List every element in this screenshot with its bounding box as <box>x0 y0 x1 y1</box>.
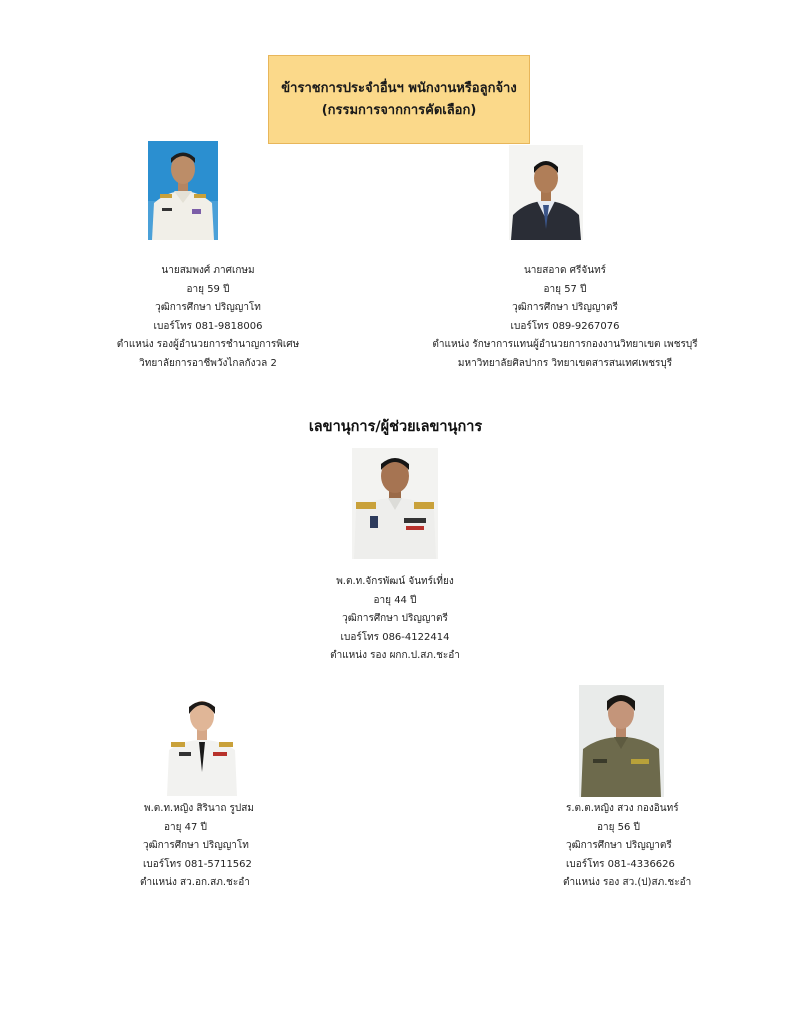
person-5-phone: เบอร์โทร 081-4336626 <box>566 858 675 870</box>
photo-person-2 <box>509 145 583 240</box>
title-line-2: (กรรมการจากการคัดเลือก) <box>321 102 477 118</box>
title-line-1: ข้าราชการประจำอื่นฯ พนักงานหรือลูกจ้าง <box>281 80 517 96</box>
person-4-info <box>140 800 320 893</box>
person-3-position: ตำแหน่ง รอง ผกก.ป.สภ.ชะอำ <box>330 650 460 661</box>
person-3-info <box>290 573 500 666</box>
person-4-position: ตำแหน่ง สว.อก.สภ.ชะอำ <box>140 877 250 888</box>
person-1-position: ตำแหน่ง รองผู้อำนวยการชำนาญการพิเศษ <box>116 339 300 350</box>
person-5-age: อายุ 56 ปี <box>597 821 640 833</box>
person-1-info <box>83 262 333 373</box>
person-1-education: วุฒิการศึกษา ปริญญาโท <box>155 302 261 313</box>
person-5-education: วุฒิการศึกษา ปริญญาตรี <box>566 840 672 851</box>
person-2-age: อายุ 57 ปี <box>543 283 587 295</box>
person-4-name: พ.ต.ท.หญิง สิรินาถ รูปสม <box>144 803 254 814</box>
title-box <box>268 55 530 144</box>
secretary-section-title: เลขานุการ/ผู้ช่วยเลขานุการ <box>308 419 483 435</box>
person-5-position: ตำแหน่ง รอง สว.(ป)สภ.ชะอำ <box>563 877 692 888</box>
person-1-age: อายุ 59 ปี <box>186 283 230 295</box>
person-1-phone: เบอร์โทร 081-9818006 <box>153 320 263 332</box>
person-1-name: นายสมพงศ์ ภาศเกษม <box>161 265 255 276</box>
person-3-phone: เบอร์โทร 086-4122414 <box>340 631 450 643</box>
person-2-education: วุฒิการศึกษา ปริญญาตรี <box>512 302 618 313</box>
photo-person-1 <box>148 141 218 240</box>
photo-person-3 <box>352 448 438 559</box>
person-3-education: วุฒิการศึกษา ปริญญาตรี <box>342 613 448 624</box>
person-3-age: อายุ 44 ปี <box>373 594 417 606</box>
person-1-org: วิทยาลัยการอาชีพวังไกลกังวล 2 <box>139 357 277 369</box>
person-2-info <box>410 262 720 373</box>
person-4-education: วุฒิการศึกษา ปริญญาโท <box>143 840 249 851</box>
photo-person-5 <box>579 685 664 797</box>
person-2-position: ตำแหน่ง รักษาการแทนผู้อำนวยการกองงานวิทยาเขต เพชรบุรี <box>432 339 698 350</box>
person-4-age: อายุ 47 ปี <box>164 821 207 833</box>
person-2-phone: เบอร์โทร 089-9267076 <box>510 320 620 332</box>
person-4-phone: เบอร์โทร 081-5711562 <box>143 858 252 870</box>
person-3-name: พ.ต.ท.จักรพัฒน์ จันทร์เที่ยง <box>336 576 454 587</box>
photo-person-4 <box>165 694 239 796</box>
person-5-name: ร.ต.ต.หญิง สวง กองอินทร์ <box>566 803 679 814</box>
person-2-name: นายสอาด ศรีจันทร์ <box>523 265 607 276</box>
person-2-org: มหาวิทยาลัยศิลปากร วิทยาเขตสารสนเทศเพชรบุรี <box>457 357 673 369</box>
person-5-info <box>563 800 763 893</box>
